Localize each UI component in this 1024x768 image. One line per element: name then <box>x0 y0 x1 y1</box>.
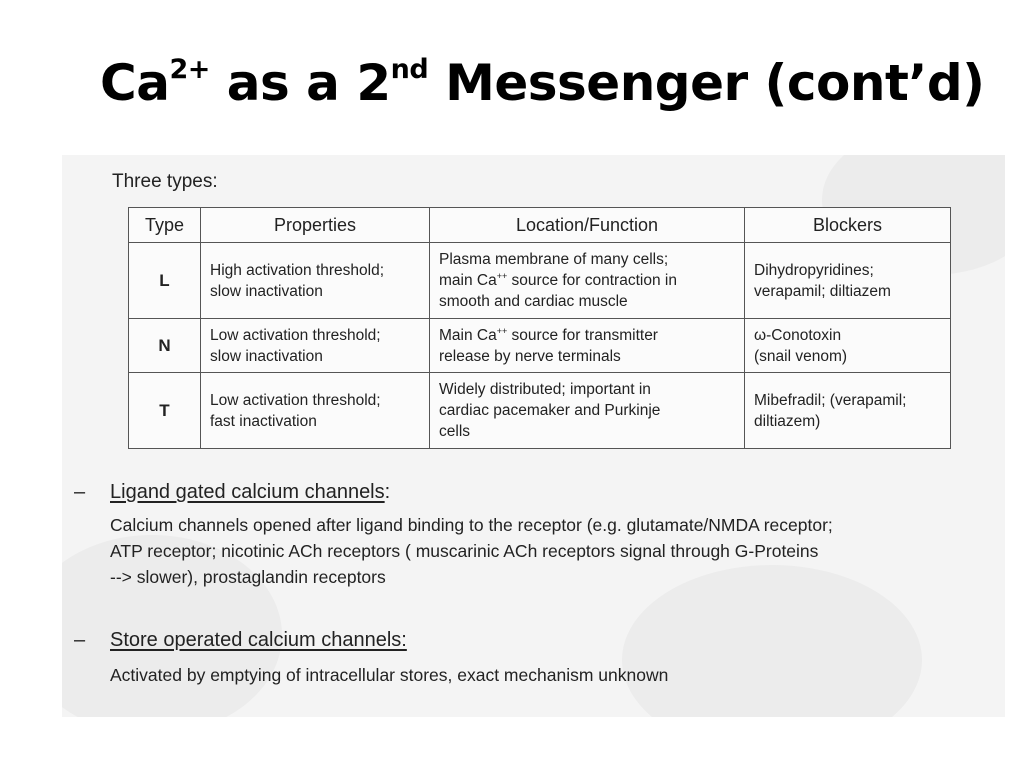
intro-text: Three types: <box>112 171 218 192</box>
cell-line: verapamil; diltiazem <box>754 282 891 300</box>
properties-cell <box>201 373 430 449</box>
cell-line: Main Ca <box>439 326 497 344</box>
column-header-type: Type <box>129 208 201 243</box>
bullet-dash: – <box>74 629 86 651</box>
title-text: Ca <box>100 54 170 112</box>
column-header-location: Location/Function <box>430 208 745 243</box>
type-cell: L <box>129 243 201 319</box>
blockers-cell <box>745 373 951 449</box>
body-line: --> slower), prostaglandin receptors <box>110 567 386 587</box>
bullet-heading-text: Ligand gated calcium channels <box>110 481 385 503</box>
cell-line: release by nerve terminals <box>439 347 621 365</box>
blockers-cell <box>745 319 951 373</box>
body-line: ATP receptor; nicotinic ACh receptors ( muscarinic ACh receptors signal through G-Proteins <box>110 541 819 561</box>
cell-line: High activation threshold; <box>210 261 385 279</box>
scanned-content-panel <box>62 155 1005 717</box>
bullet-body <box>110 662 970 688</box>
title-superscript: nd <box>390 54 429 85</box>
cell-line: cells <box>439 423 471 440</box>
table-row <box>129 243 951 319</box>
cell-line: Low activation threshold; <box>210 391 381 409</box>
cell-line: main Ca <box>439 272 497 289</box>
title-text: as a 2 <box>209 54 391 112</box>
type-cell: T <box>129 373 201 449</box>
bullet-heading-text: Store operated calcium channels: <box>110 629 407 651</box>
bullet-heading <box>110 629 407 652</box>
title-superscript: 2+ <box>169 54 210 85</box>
cell-line: smooth and cardiac muscle <box>439 293 628 310</box>
bullet-heading <box>110 481 390 504</box>
bullet-body <box>110 512 970 590</box>
calcium-channel-table <box>128 207 951 449</box>
slide-title <box>100 54 985 112</box>
location-cell <box>430 319 745 373</box>
bullet-heading-suffix: : <box>384 481 391 503</box>
bullet-dash: – <box>74 481 86 503</box>
location-cell <box>430 373 745 449</box>
column-header-properties: Properties <box>201 208 430 243</box>
title-text: Messenger (cont’d) <box>428 54 985 112</box>
cell-line: ω-Conotoxin <box>754 326 842 344</box>
cell-line: source for contraction in <box>507 272 677 289</box>
cell-line: slow inactivation <box>210 282 323 300</box>
body-line: Activated by emptying of intracellular stores, exact mechanism unknown <box>110 665 669 685</box>
body-line: Calcium channels opened after ligand binding to the receptor (e.g. glutamate/NMDA receptor; <box>110 515 833 535</box>
blockers-cell <box>745 243 951 319</box>
properties-cell <box>201 319 430 373</box>
cell-line: slow inactivation <box>210 347 323 365</box>
cell-line: (snail venom) <box>754 347 848 365</box>
properties-cell <box>201 243 430 319</box>
cell-line: Low activation threshold; <box>210 326 381 344</box>
cell-line: Widely distributed; important in <box>439 381 651 398</box>
superscript: ++ <box>496 325 508 336</box>
cell-line: Plasma membrane of many cells; <box>439 251 669 268</box>
cell-line: cardiac pacemaker and Purkinje <box>439 402 661 419</box>
cell-line: Dihydropyridines; <box>754 261 874 279</box>
cell-line: source for transmitter <box>507 326 658 344</box>
cell-line: fast inactivation <box>210 412 317 430</box>
table-row <box>129 319 951 373</box>
cell-line: diltiazem) <box>754 412 821 430</box>
superscript: ++ <box>496 271 508 281</box>
table-row <box>129 373 951 449</box>
type-cell: N <box>129 319 201 373</box>
column-header-blockers: Blockers <box>745 208 951 243</box>
table-header-row <box>129 208 951 243</box>
location-cell <box>430 243 745 319</box>
cell-line: Mibefradil; (verapamil; <box>754 391 907 409</box>
